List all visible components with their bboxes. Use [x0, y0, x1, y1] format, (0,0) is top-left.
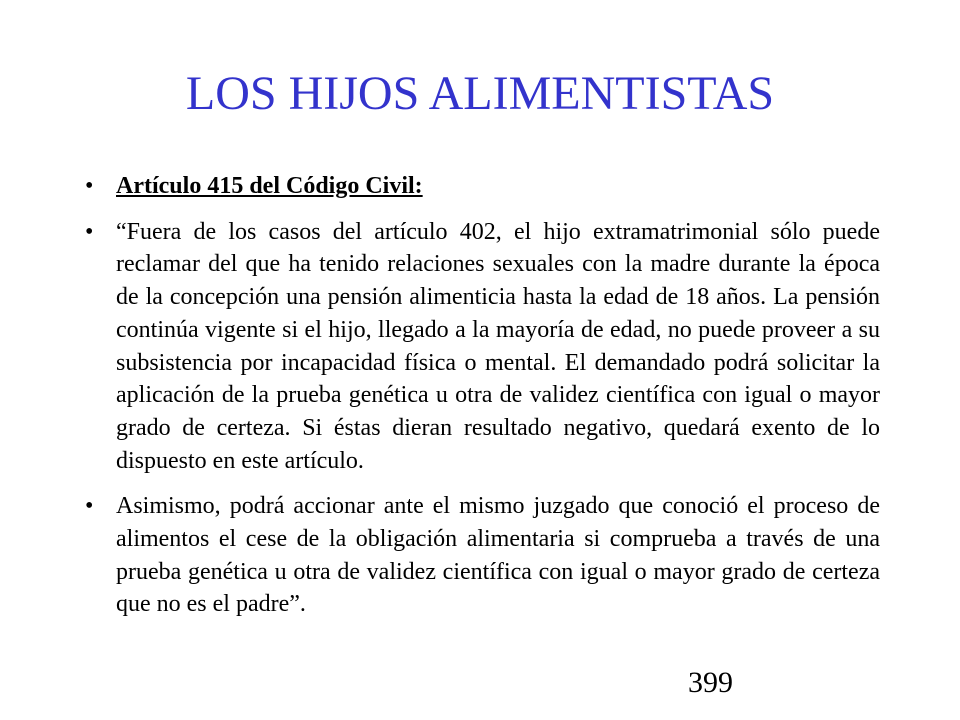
- article-continuation-text: Asimismo, podrá accionar ante el mismo juzgado que conoció el proceso de alimentos el cese de la obligación alimentaria si comprueba a través de una prueba genética u otra de validez científica con igual o mayor grado de certeza que no es el padre”.: [116, 493, 880, 618]
- bullet-dot-icon: •: [85, 493, 94, 520]
- bullet-item-heading: [85, 170, 880, 203]
- bullet-item-continuation: [85, 490, 880, 621]
- bullet-list: [85, 170, 880, 634]
- article-heading: Artículo 415 del Código Civil:: [116, 173, 423, 199]
- bullet-dot-icon: •: [85, 218, 94, 245]
- bullet-dot-icon: •: [85, 173, 94, 199]
- bullet-item-article-quote: [85, 216, 880, 478]
- article-quote-text: “Fuera de los casos del artículo 402, el hijo extramatrimonial sólo puede reclamar del que ha tenido relaciones sexuales con la madre durante la época de la concepción una pensión alimenticia hasta la edad de 18 años. La pensión continúa vigente si el hijo, llegado a la mayoría de edad, no puede proveer a su subsistencia por incapacidad física o mental. El demandado podrá solicitar la aplicación de la prueba genética u otra de validez científica con igual o mayor grado de certeza. Si éstas dieran resultado negativo, quedará exento de lo dispuesto en este artículo.: [116, 218, 880, 474]
- slide-title: LOS HIJOS ALIMENTISTAS: [185, 67, 775, 120]
- page-number: 399: [688, 666, 733, 699]
